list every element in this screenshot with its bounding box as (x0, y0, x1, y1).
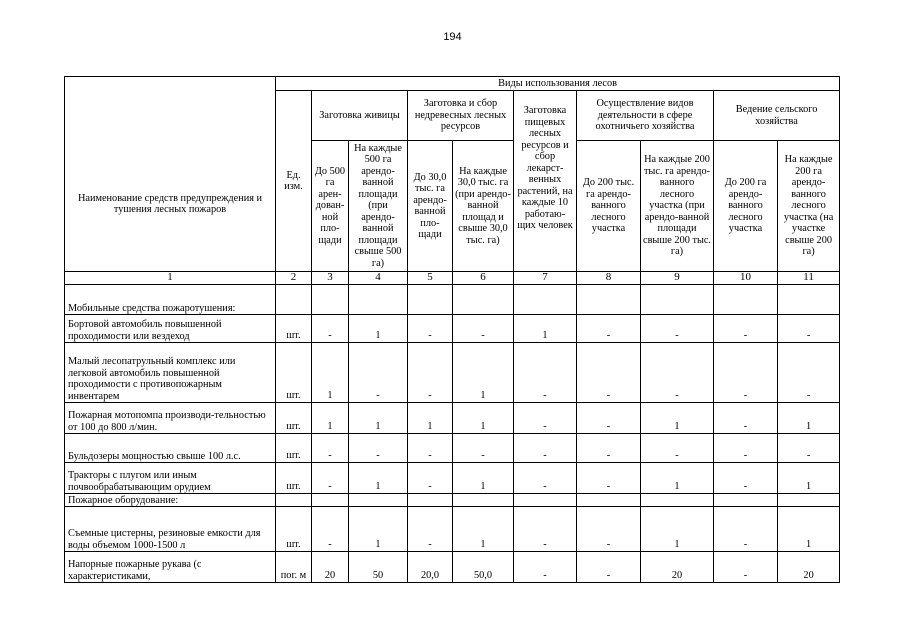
row-value: 1 (641, 403, 714, 434)
header-col-8: До 200 тыс. га арендо-ванного лесного участка (577, 141, 641, 272)
row-value: - (577, 463, 641, 494)
row-value: 1 (514, 315, 577, 343)
row-value: 1 (408, 403, 453, 434)
row-name: Малый лесопатрульный комплекс или легковой автомобиль повышенной проходимости с противопожарным инвентарем (65, 343, 276, 403)
header-col-9: На каждые 200 тыс. га арендо-ванного лесного участка (при арендо-ванной площади свыше 200 тыс. га) (641, 141, 714, 272)
row-value (714, 285, 778, 315)
row-value: 1 (453, 403, 514, 434)
col-number: 3 (312, 272, 349, 285)
col-number: 1 (65, 272, 276, 285)
header-subgroup-resin: Заготовка живицы (312, 91, 408, 141)
row-value: - (778, 434, 840, 463)
header-group: Виды использования лесов (276, 77, 840, 91)
table-row (65, 434, 840, 463)
row-value: - (714, 552, 778, 583)
row-value (577, 494, 641, 507)
row-value: - (453, 434, 514, 463)
header-col-3: До 500 га арен-дован-ной пло-щади (312, 141, 349, 272)
section-row (65, 494, 840, 507)
row-name: Бортовой автомобиль повышенной проходимости или вездеход (65, 315, 276, 343)
row-value (577, 285, 641, 315)
col-number: 6 (453, 272, 514, 285)
row-value: - (514, 463, 577, 494)
row-value: - (778, 315, 840, 343)
row-value: 1 (349, 403, 408, 434)
column-number-row (65, 272, 840, 285)
row-value: - (408, 507, 453, 552)
header-subgroup-food: Заготовка пищевых лесных ресурсов и сбор лекарст-венных растений, на каждые 10 работаю-щих человек (514, 91, 577, 272)
row-name: Тракторы с плугом или иным почвообрабатывающим орудием (65, 463, 276, 494)
forest-fire-equipment-table (64, 76, 840, 583)
header-col-4: На каждые 500 га арендо-ванной площади (при арендо-ванной площади свыше 500 га) (349, 141, 408, 272)
col-number: 4 (349, 272, 408, 285)
row-value (778, 494, 840, 507)
row-value (453, 494, 514, 507)
row-value (408, 285, 453, 315)
row-unit: шт. (276, 434, 312, 463)
row-value: - (577, 507, 641, 552)
row-value (312, 285, 349, 315)
row-value (408, 494, 453, 507)
col-number: 9 (641, 272, 714, 285)
row-value: - (514, 552, 577, 583)
row-value (641, 285, 714, 315)
table-body (65, 285, 840, 583)
row-value (349, 494, 408, 507)
row-value: - (408, 434, 453, 463)
table-row (65, 315, 840, 343)
row-value: - (778, 343, 840, 403)
row-value: 20 (778, 552, 840, 583)
row-value: 1 (349, 463, 408, 494)
row-value: - (408, 463, 453, 494)
row-name: Бульдозеры мощностью свыше 100 л.с. (65, 434, 276, 463)
header-col-5: До 30,0 тыс. га арендо-ванной пло-щади (408, 141, 453, 272)
row-value: 1 (453, 507, 514, 552)
header-subgroup-hunting: Осуществление видов деятельности в сфере охотничьего хозяйства (577, 91, 714, 141)
row-value (514, 285, 577, 315)
row-value: - (312, 434, 349, 463)
row-value (514, 494, 577, 507)
row-unit: пог. м (276, 552, 312, 583)
row-unit (276, 494, 312, 507)
page-number: 194 (443, 31, 462, 43)
row-value: - (714, 507, 778, 552)
row-value: - (312, 315, 349, 343)
row-name: Напорные пожарные рукава (с характеристиками, (65, 552, 276, 583)
row-value (312, 494, 349, 507)
col-number: 2 (276, 272, 312, 285)
row-value: - (577, 434, 641, 463)
row-value: - (641, 343, 714, 403)
row-value: 1 (778, 463, 840, 494)
header-name-column: Наименование средств предупреждения и тушения лесных пожаров (65, 77, 276, 272)
row-value: 20,0 (408, 552, 453, 583)
row-value: 1 (641, 507, 714, 552)
row-value: - (408, 315, 453, 343)
row-value: 1 (453, 463, 514, 494)
row-value: 20 (312, 552, 349, 583)
row-name: Пожарное оборудование: (65, 494, 276, 507)
row-value: - (514, 403, 577, 434)
row-value: - (714, 434, 778, 463)
row-value (641, 494, 714, 507)
table-row (65, 463, 840, 494)
row-value: - (349, 343, 408, 403)
col-number: 5 (408, 272, 453, 285)
col-number: 7 (514, 272, 577, 285)
row-value: 50 (349, 552, 408, 583)
table-row (65, 403, 840, 434)
row-value (778, 285, 840, 315)
row-value: - (453, 315, 514, 343)
row-value: - (577, 315, 641, 343)
row-value: 1 (641, 463, 714, 494)
row-unit: шт. (276, 343, 312, 403)
row-value: - (312, 463, 349, 494)
row-name: Пожарная мотопомпа производи-тельностью от 100 до 800 л/мин. (65, 403, 276, 434)
row-value: - (514, 343, 577, 403)
row-value: 1 (778, 403, 840, 434)
header-col-6: На каждые 30,0 тыс. га (при арендо-ванной площад и свыше 30,0 тыс. га) (453, 141, 514, 272)
row-value: - (577, 403, 641, 434)
row-unit (276, 285, 312, 315)
row-value: 1 (312, 343, 349, 403)
table-row (65, 552, 840, 583)
header-col-11: На каждые 200 га арендо-ванного лесного участка (на участке свыше 200 га) (778, 141, 840, 272)
row-value: - (714, 343, 778, 403)
row-value: - (714, 315, 778, 343)
row-value: 1 (778, 507, 840, 552)
row-unit: шт. (276, 403, 312, 434)
col-number: 8 (577, 272, 641, 285)
row-value: 1 (312, 403, 349, 434)
row-value: - (641, 315, 714, 343)
row-unit: шт. (276, 507, 312, 552)
row-value (349, 285, 408, 315)
header-subgroup-agriculture: Ведение сельского хозяйства (714, 91, 840, 141)
row-value: 50,0 (453, 552, 514, 583)
row-value: - (714, 403, 778, 434)
row-value: - (408, 343, 453, 403)
row-value (453, 285, 514, 315)
row-value: - (349, 434, 408, 463)
table-row (65, 507, 840, 552)
row-value: - (577, 552, 641, 583)
row-value: 1 (453, 343, 514, 403)
row-value: 1 (349, 315, 408, 343)
col-number: 11 (778, 272, 840, 285)
row-value: - (514, 507, 577, 552)
row-value: - (577, 343, 641, 403)
col-number: 10 (714, 272, 778, 285)
row-value: - (714, 463, 778, 494)
row-value: 20 (641, 552, 714, 583)
row-unit: шт. (276, 463, 312, 494)
row-value: - (514, 434, 577, 463)
header-col-10: До 200 га арендо-ванного лесного участка (714, 141, 778, 272)
header-unit-column: Ед. изм. (276, 91, 312, 272)
row-value (714, 494, 778, 507)
row-unit: шт. (276, 315, 312, 343)
row-name: Съемные цистерны, резиновые емкости для воды объемом 1000-1500 л (65, 507, 276, 552)
table-row (65, 343, 840, 403)
row-value: - (312, 507, 349, 552)
row-name: Мобильные средства пожаротушения: (65, 285, 276, 315)
section-row (65, 285, 840, 315)
row-value: - (641, 434, 714, 463)
row-value: 1 (349, 507, 408, 552)
header-subgroup-nonwood: Заготовка и сбор недревесных лесных ресурсов (408, 91, 514, 141)
